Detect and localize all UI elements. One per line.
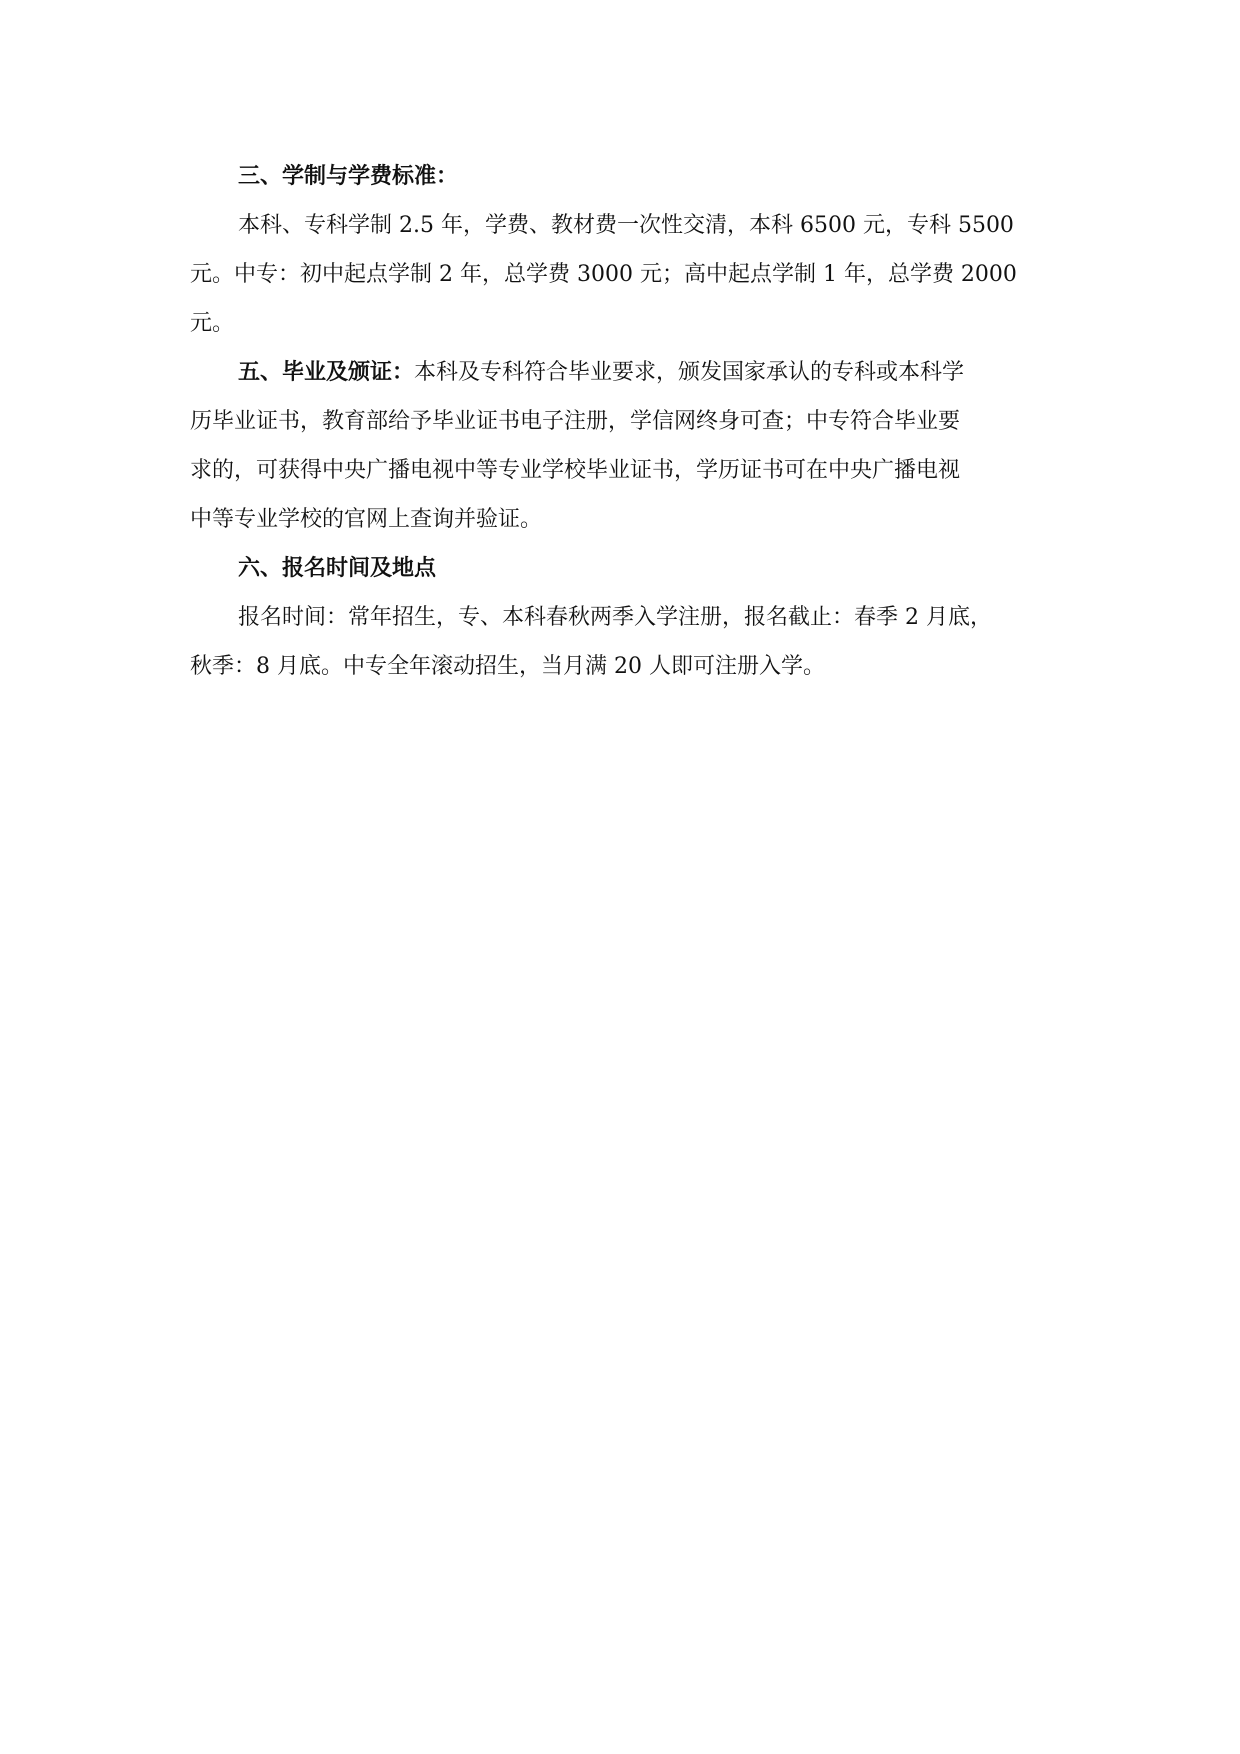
paragraph-line: 元。	[190, 311, 235, 336]
paragraph-line: 秋季：8 月底。中专全年滚动招生，当月满 20 人即可注册入学。	[190, 654, 825, 679]
section-heading-tuition: 三、学制与学费标准：	[238, 164, 459, 189]
paragraph-line: 中等专业学校的官网上查询并验证。	[190, 507, 543, 532]
section-registration	[190, 544, 1062, 691]
paragraph-line: 历毕业证书，教育部给予毕业证书电子注册，学信网终身可查；中专符合毕业要	[190, 409, 961, 434]
paragraph-line: 报名时间：常年招生，专、本科春秋两季入学注册，报名截止：春季 2 月底，	[238, 605, 992, 630]
paragraph-line	[190, 348, 1062, 397]
section-graduation	[190, 348, 1062, 544]
section-heading-graduation: 五、毕业及颁证：	[238, 360, 415, 385]
paragraph-line: 本科、专科学制 2.5 年，学费、教材费一次性交清，本科 6500 元，专科 5500	[238, 213, 1014, 238]
paragraph-line: 求的，可获得中央广播电视中等专业学校毕业证书，学历证书可在中央广播电视	[190, 458, 961, 483]
section-tuition	[190, 152, 1062, 348]
section-heading-registration: 六、报名时间及地点	[238, 556, 437, 581]
paragraph-line: 元。中专：初中起点学制 2 年，总学费 3000 元；高中起点学制 1 年，总学费 2000	[190, 262, 1017, 287]
paragraph-text: 本科及专科符合毕业要求，颁发国家承认的专科或本科学	[414, 360, 965, 385]
document-body	[190, 152, 1062, 691]
